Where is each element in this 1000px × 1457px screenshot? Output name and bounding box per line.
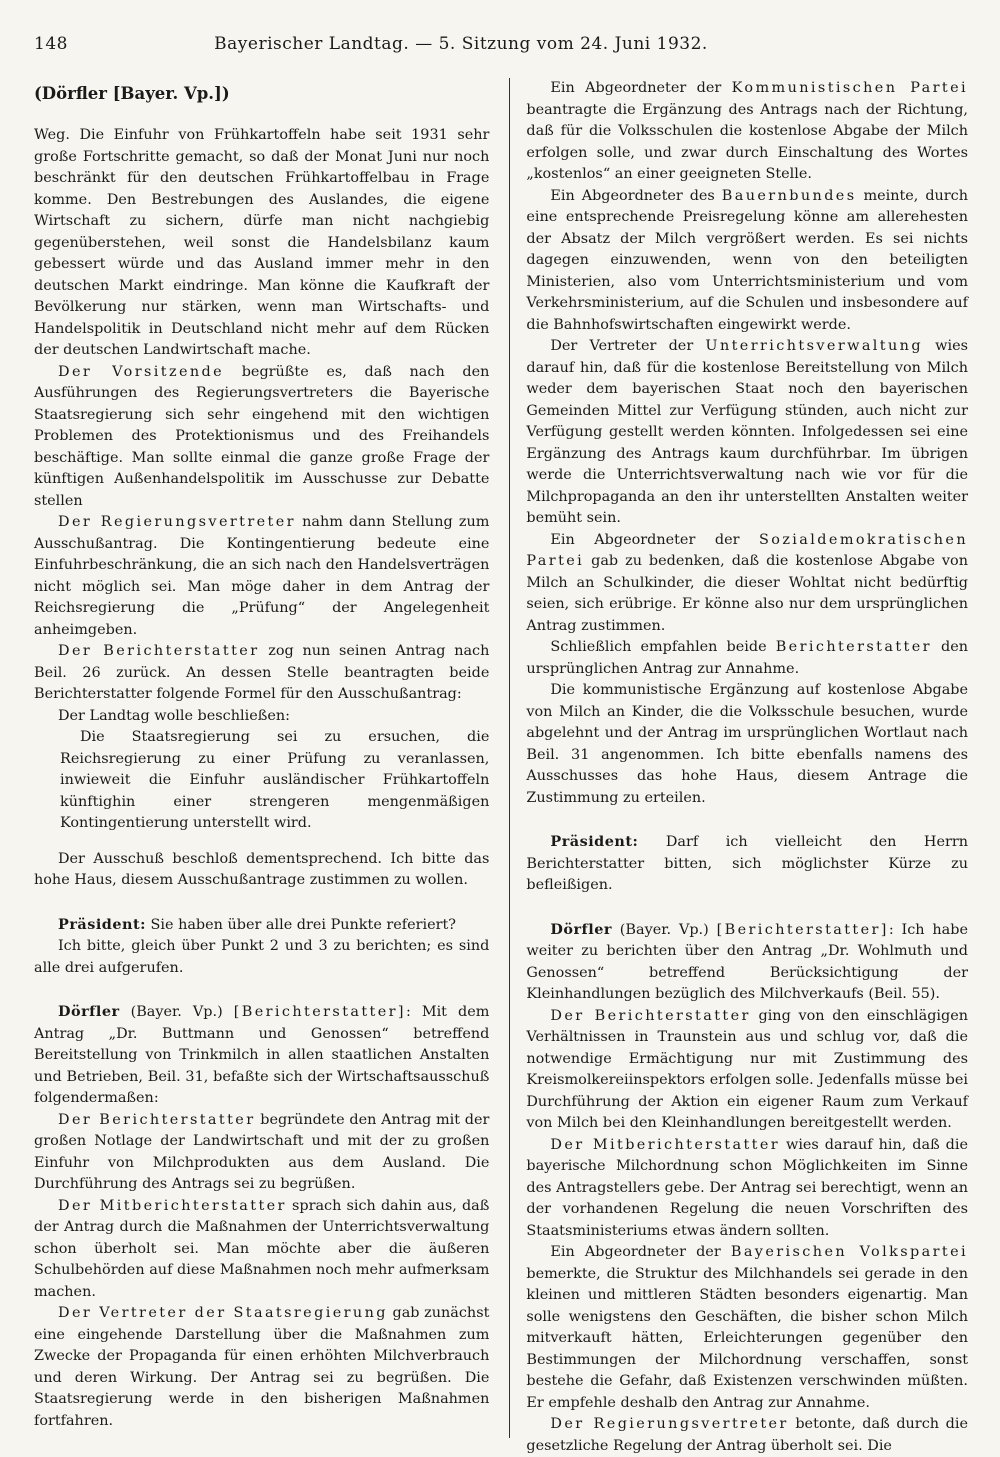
paragraph-text: Ein Abgeordneter der: [550, 80, 732, 96]
running-title: Bayerischer Landtag. — 5. Sitzung vom 24. Juni 1932.: [214, 34, 708, 54]
spaced-party: Sozialdemokratischen Partei: [526, 531, 968, 569]
paragraph-text: beantragte die Ergänzung des Antrags nach der Richtung, daß für die Volksschulen die kostenlose Abgabe der Milch erfolgen solle, und zwar durch Einschaltung des Wortes „kostenlos“ an einer geeigneten Stelle.: [526, 101, 968, 182]
spaced-speaker: Der Regierungsvertreter: [550, 1416, 789, 1432]
paragraph-text: bemerkte, die Struktur des Milchhandels sei gerade in den kleinen und mittleren Städten besonders eigenartig. Man solle wenigstens den Geschäften, die bisher schon Milch mitverkauft hätten, Erleichterungen gegenüber den Bestimmungen der Milchordnung verschaffen, sonst bestehe die Gefahr, daß Existenzen verschwinden müßten. Er empfehle deshalb den Antrag zur Annahme.: [526, 1265, 968, 1411]
spaced-speaker: Der Regierungsvertreter: [58, 514, 296, 530]
paragraph-text: nahm dann Stellung zum Ausschußantrag. Die Kontingentierung bedeute eine Einfuhrbeschränkung, die an sich nach den Handelsverträgen nicht möglich sei. Man möge daher in dem Antrag der Reichsregierung die „Prüfung“ der Angelegenheit anheimgeben.: [34, 514, 490, 638]
paragraph-text: meinte, durch eine entsprechende Preisregelung könne am allerehesten der Absatz der Milch vergrößert werden. Es sei nichts dagegen einzuwenden, wenn von den beteiligten Ministerien, also vom Unterrichtsministerium und vom Verkehrsministerium, auf die Schulen und insbesondere auf die Bahnhofswirtschaften eingewirkt werde.: [526, 187, 969, 333]
speaker-name: Präsident:: [550, 833, 639, 850]
paragraph-text: : Mit dem Antrag „Dr. Buttmann und Genossen“ betreffend Bereitstellung von Trinkmilch in allen staatlichen Anstalten und Betrieben, Beil. 31, befaßte sich der Wirtschaftsausschuß folgendermaßen:: [34, 1004, 490, 1106]
paragraph-text: betonte, daß durch die gesetzliche Regelung der Antrag überholt sei. Die: [526, 1416, 968, 1454]
paragraph: [34, 512, 489, 641]
spacer: [34, 979, 489, 1001]
spaced-speaker: Der Mitberichterstatter: [550, 1136, 781, 1153]
left-column: [34, 78, 499, 1457]
paragraph: [526, 637, 968, 680]
column-divider: [509, 78, 510, 1438]
paragraph: [526, 78, 968, 186]
spacer: [526, 809, 968, 831]
paragraph: [34, 641, 489, 706]
speaker-name: Präsident:: [58, 915, 146, 933]
spaced-speaker: Unterrichtsverwaltung: [705, 338, 923, 354]
paragraph-text: begründete den Antrag mit der großen Notlage der Landwirtschaft und mit der zu großen Einfuhr von Milchprodukten aus dem Ausland. Die Durchführung des Antrags sei zu begrüßen.: [34, 1111, 490, 1192]
paragraph-text: sprach sich dahin aus, daß der Antrag durch die Maßnahmen der Unterrichtsverwaltung schon überholt sei. Man möchte aber die äußeren Schulbehörden auf diese Maßnahmen noch mehr aufmerksam machen.: [34, 1197, 490, 1300]
paragraph: [526, 336, 968, 530]
spacer: [34, 892, 489, 914]
spaced-speaker: Der Vorsitzende: [58, 363, 225, 380]
paragraph-text: den ursprünglichen Antrag zur Annahme.: [526, 639, 968, 677]
spacer: [34, 835, 489, 849]
page-number: 148: [34, 34, 68, 54]
paragraph: [526, 919, 968, 1006]
paragraph-text: Ein Abgeordneter der: [550, 1244, 731, 1260]
spacer: [526, 897, 968, 919]
spaced-party: Bauernbundes: [721, 187, 857, 204]
paragraph-text: gab zu bedenken, daß die kostenlose Abgabe von Milch an Schulkinder, die dieser Wohltat nicht bedürftig seien, sich erübrige. Er könne also nur dem ursprünglichen Antrag zustimmen.: [526, 553, 968, 634]
paragraph: [526, 530, 968, 638]
paragraph-text: Darf ich vielleicht den Herrn Berichterstatter bitten, sich möglichster Kürze zu befleißigen.: [526, 834, 968, 893]
paragraph: Die kommunistische Ergänzung auf kostenlose Abgabe von Milch an Kinder, die die Volksschule besuchen, wurde abgelehnt und der Antrag im ursprünglichen Wortlaut nach Beil. 31 angenommen. Ich bitte ebenfalls namens des Ausschusses das hohe Haus, diesem Antrage die Zustimmung zu erteilen.: [526, 682, 968, 806]
paragraph-text: begrüßte es, daß nach den Ausführungen des Regierungsvertreters die Bayerische Staatsregierung sich sehr eingehend mit den wichtigen Problemen des Protektionismus und des Freihandels beschäftige. Man sollte einmal die ganze große Frage der künftigen Außenhandelspolitik im Ausschusse zur Debatte stellen: [34, 363, 490, 509]
spaced-speaker: Der Berichterstatter: [58, 643, 260, 659]
paragraph: [34, 1196, 489, 1304]
spaced-speaker: Der Mitberichterstatter: [58, 1197, 287, 1214]
paragraph-text: : Ich habe weiter zu berichten über den Antrag „Dr. Wohlmuth und Genossen“ betreffend Berücksichtigung der Kleinhandlungen bezüglich des Milchverkaufs (Beil. 55).: [526, 921, 968, 1002]
spaced-party: Kommunistischen Partei: [731, 80, 968, 96]
paragraph: [526, 1242, 968, 1414]
paragraph-text: Schließlich empfahlen beide: [550, 639, 776, 655]
paragraph: [34, 1303, 489, 1432]
spaced-speaker: Berichterstatter: [775, 639, 932, 655]
spaced-speaker: Der Berichterstatter: [550, 1007, 751, 1024]
paragraph-text: wies darauf hin, daß für die kostenlose Bereitstellung von Milch weder dem bayerischen Staat noch den bayerischen Gemeinden Mittel zur Verfügung stünden, auch nicht zur Verfügung gestellt werden könnten. Infolgedessen sei eine Ergänzung des Antrags kaum durchführbar. Im übrigen werde die Unterrichtsverwaltung nach wie vor für die Milchpropaganda an den ihr unterstellten Anstalten weiter bemüht sein.: [526, 338, 968, 526]
paragraph-text: Ein Abgeordneter des: [550, 187, 722, 204]
paragraph: Weg. Die Einfuhr von Frühkartoffeln habe seit 1931 sehr große Fortschritte gemacht, so daß der Monat Juni nur noch beschränkt für den deutschen Frühkartoffelbau in Frage komme. Den Bestrebungen des Auslandes, die eigene Wirtschaft zu sichern, dürfe man nicht nachgiebig gegenüberstehen, weil sonst die Handelsbilanz kaum gebessert würde und das Ausland immer mehr in den deutschen Markt eindringe. Man könne die Kaufkraft der Bevölkerung nur stärken, wenn man Wirtschafts- und Handelspolitik in Deutschland nicht mehr auf dem Rücken der deutschen Landwirtschaft mache.: [34, 127, 490, 358]
paragraph: [526, 831, 968, 897]
paragraph: [34, 1110, 489, 1196]
spaced-speaker: Der Berichterstatter: [58, 1111, 256, 1128]
paragraph: [34, 914, 489, 937]
text-columns: [34, 78, 968, 1457]
speaker-name: Dörfler: [58, 1003, 120, 1020]
paragraph-text: Ein Abgeordneter der: [550, 531, 759, 548]
continued-speaker-heading: (Dörfler [Bayer. Vp.]): [34, 84, 230, 103]
paragraph: Ich bitte, gleich über Punkt 2 und 3 zu berichten; es sind alle drei aufgerufen.: [34, 938, 490, 976]
paragraph-text: zog nun seinen Antrag nach Beil. 26 zurück. An dessen Stelle beantragten beide Berichterstatter folgende Formel für den Ausschußantrag:: [34, 643, 490, 702]
page-header: [34, 34, 968, 66]
paragraph-text: gab zunächst eine eingehende Darstellung über die Maßnahmen zum Zwecke der Propaganda für einen erhöhten Milchverbrauch und deren Wirkung. Der Antrag sei zu begrüßen. Die Staatsregierung werde in den bisherigen Maßnahmen fortfahren.: [34, 1305, 490, 1429]
paragraph-text: Der Vertreter der: [550, 338, 706, 354]
speaker-party: (Bayer. Vp.): [611, 921, 717, 938]
paragraph: [526, 186, 968, 337]
spaced-speaker: Der Vertreter der Staatsregierung: [58, 1305, 388, 1321]
motion-text: Die Staatsregierung sei zu ersuchen, die Reichsregierung zu einer Prüfung zu veranlassen, inwieweit die Einfuhr ausländischer Frühkartoffeln künftighin einer strengeren mengenmäßigen Kontingentierung unterstellt wird.: [60, 729, 490, 831]
paragraph: [34, 1001, 489, 1110]
paragraph: [526, 1006, 968, 1135]
speaker-role: [Berichterstatter]: [716, 921, 889, 938]
paragraph-text: ging von den einschlägigen Verhältnissen in Traunstein aus und schlug vor, daß die notwendige Ermächtigung nur mit Zustimmung des Kreismolkereiinspektors erfolgen solle. Jedenfalls müsse bei Durchführung der Aktion ein eigener Raum zum Verkauf von Milch bei den Kleinhandlungen bereitgestellt werden.: [526, 1007, 969, 1131]
speaker-party: (Bayer. Vp.): [119, 1004, 234, 1020]
motion-lead: Der Landtag wolle beschließen:: [58, 707, 290, 724]
paragraph-text: Sie haben über alle drei Punkte referiert?: [145, 916, 457, 933]
paragraph: [34, 362, 489, 513]
spaced-party: Bayerischen Volkspartei: [730, 1244, 968, 1260]
paragraph: Der Ausschuß beschloß dementsprechend. Ich bitte das hohe Haus, diesem Ausschußantrage zustimmen zu wollen.: [34, 850, 490, 888]
speaker-role: [Berichterstatter]: [233, 1004, 406, 1020]
paragraph: [526, 1135, 968, 1243]
right-column: [514, 78, 968, 1457]
speaker-name: Dörfler: [550, 920, 612, 938]
paragraph-text: wies darauf hin, daß die bayerische Milchordnung schon Möglichkeiten im Sinne des Antragstellers gebe. Der Antrag sei berechtigt, wenn an der vorhandenen Regelung die neuen Vorschriften des Staatsministeriums etwas ändern sollten.: [526, 1136, 968, 1239]
